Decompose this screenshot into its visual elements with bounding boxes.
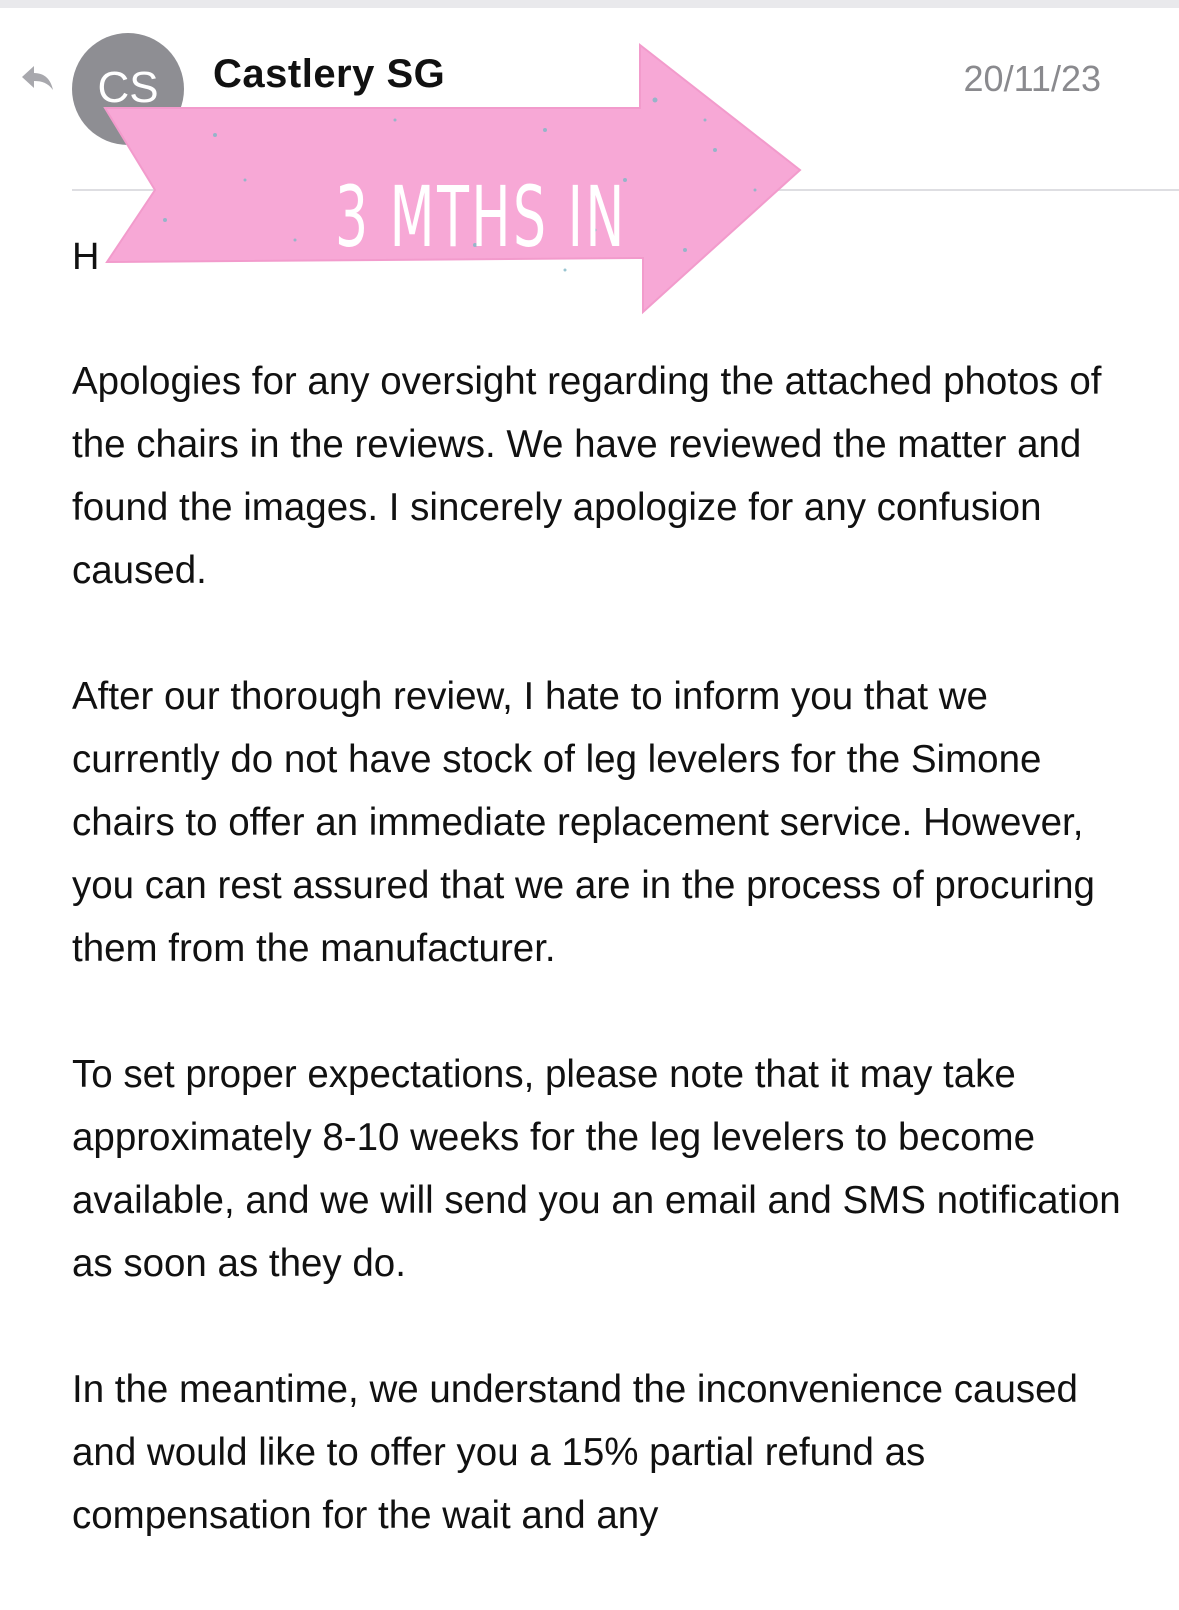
top-border [0,0,1179,8]
sender-name: Castlery SG [213,52,446,96]
sticker-label: 3 MTHS IN [335,168,627,266]
avatar-initials: CS [97,63,159,112]
body-paragraph: Apologies for any oversight regarding the attached photos of the chairs in the reviews. We have reviewed the matter and found the images. I sincerely apologize for any confusion caused. [72,360,1102,592]
body-paragraph: To set proper expectations, please note that it may take approximately 8-10 weeks for the leg levelers to become available, and we will send you an email and SMS notification as soon as they do. [72,1053,1121,1285]
body-paragraph: In the meantime, we understand the inconvenience caused and would like to offer you a 15% partial refund as compensation for the wait and any [72,1368,1078,1537]
email-body [72,350,1132,1610]
body-paragraph: After our thorough review, I hate to inform you that we currently do not have stock of leg levelers for the Simone chairs to offer an immediate replacement service. However, you can rest assured that we are in the process of procuring them from the manufacturer. [72,675,1095,970]
reply-icon[interactable] [20,60,56,96]
email-date: 20/11/23 [963,58,1101,99]
greeting: H [72,236,100,278]
arrow-sticker [95,40,805,320]
